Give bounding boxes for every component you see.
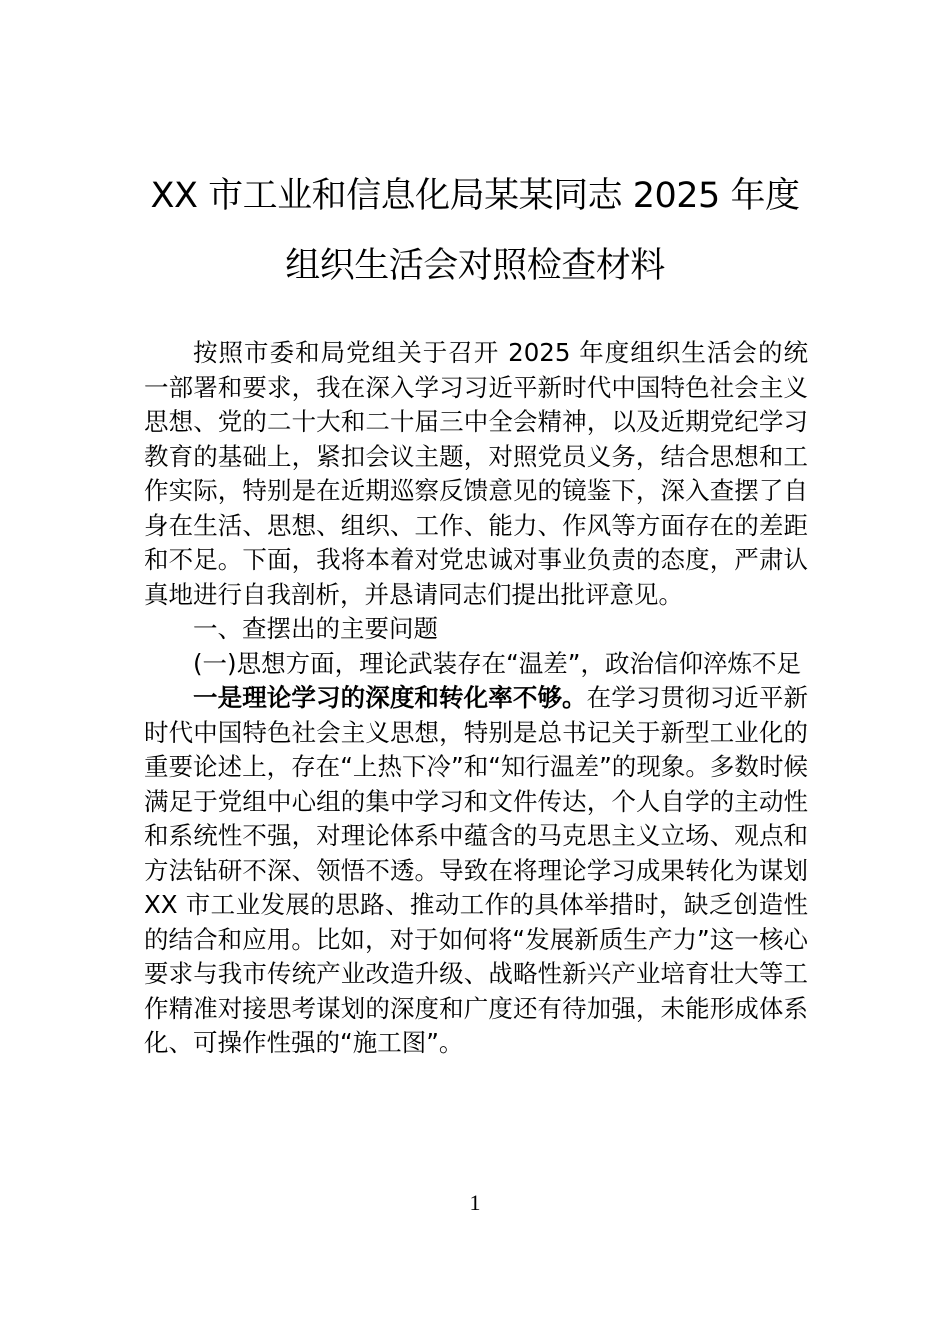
document-title-line-2: 组织生活会对照检查材料 [285, 246, 665, 286]
point-paragraph-1 [144, 681, 808, 1061]
point-body-text: 在学习贯彻习近平新时代中国特色社会主义思想，特别是总书记关于新型工业化的重要论述上，存在“上热下冷”和“知行温差”的现象。多数时候满足于党组中心组的集中学习和文件传达，个人自学的主动性和系统性不强，对理论体系中蕴含的马克思主义立场、观点和方法钻研不深、领悟不透。导致在将理论学习成果转化为谋划 XX 市工业发展的思路、推动工作的具体举措时，缺乏创造性的结合和应用。比如，对于如何将“发展新质生产力”这一核心要求与我市传统产业改造升级、战略性新兴产业培育壮大等工作精准对接思考谋划的深度和广度还有待加强，未能形成体系化、可操作性强的“施工图”。 [144, 683, 809, 1057]
section-heading-1: 一、查摆出的主要问题 [193, 614, 438, 643]
subsection-heading-1: (一)思想方面，理论武装存在“温差”，政治信仰淬炼不足 [193, 648, 801, 678]
intro-paragraph: 按照市委和局党组关于召开 2025 年度组织生活会的统一部署和要求，我在深入学习习近平新时代中国特色社会主义思想、党的二十大和二十届三中全会精神，以及近期党纪学习教育的基础上，紧扣会议主题，对照党员义务，结合思想和工作实际，特别是在近期巡察反馈意见的镜鉴下，深入查摆了自身在生活、思想、组织、工作、能力、作风等方面存在的差距和不足。下面，我将本着对党忠诚对事业负责的态度，严肃认真地进行自我剖析，并恳请同志们提出批评意见。 [144, 338, 808, 609]
document-title-line-1: XX 市工业和信息化局某某同志 2025 年度 [150, 176, 800, 216]
page-number: 1 [469, 1190, 481, 1215]
point-lead-text: 一是理论学习的深度和转化率不够。 [193, 683, 587, 712]
document-body [144, 336, 808, 1061]
